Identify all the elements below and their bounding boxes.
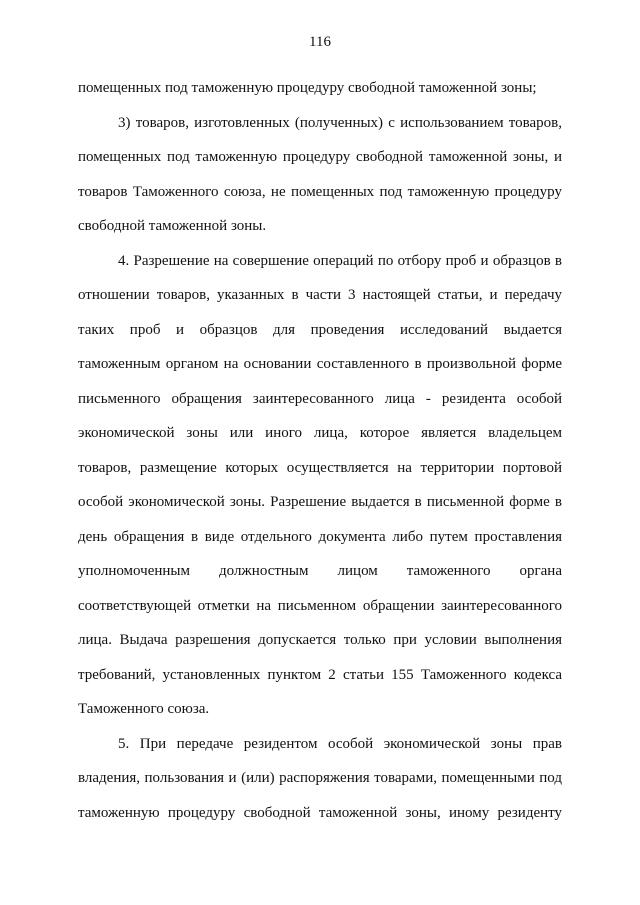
- text-line: письменного обращения заинтересованного лица - резидента особой: [78, 390, 562, 407]
- text-line: 3) товаров, изготовленных (полученных) с использованием товаров,: [118, 114, 562, 131]
- text-line: экономической зоны или иного лица, которое является владельцем: [78, 425, 562, 441]
- text-line: помещенных под таможенную процедуру свободной таможенной зоны;: [78, 80, 537, 96]
- page-number: 116: [309, 34, 331, 50]
- text-line: Таможенного союза.: [78, 701, 210, 717]
- text-line: таможенную процедуру свободной таможенной зоны, иному резиденту: [78, 804, 562, 821]
- text-line: лица. Выдача разрешения допускается только при условии выполнения: [78, 632, 562, 648]
- text-line: 4. Разрешение на совершение операций по отбору проб и образцов в: [118, 252, 562, 269]
- text-line: свободной таможенной зоны.: [78, 218, 267, 234]
- text-line: таможенным органом на основании составленного в произвольной форме: [78, 356, 562, 372]
- text-line: день обращения в виде отдельного документа либо путем проставления: [78, 528, 562, 545]
- text-line: соответствующей отметки на письменном обращении заинтересованного: [78, 597, 562, 614]
- text-line: таких проб и образцов для проведения исследований выдается: [78, 321, 562, 338]
- body-text: [78, 71, 562, 830]
- text-line: уполномоченным должностным лицом таможенного органа: [78, 563, 562, 579]
- text-line: особой экономической зоны. Разрешение выдается в письменной форме в: [78, 494, 562, 510]
- text-line: владения, пользования и (или) распоряжения товарами, помещенными под: [78, 770, 562, 786]
- text-line: 5. При передаче резидентом особой экономической зоны прав: [118, 735, 562, 752]
- text-line: товаров, размещение которых осуществляется на территории портовой: [78, 459, 562, 476]
- text-line: требований, установленных пунктом 2 статьи 155 Таможенного кодекса: [78, 666, 562, 683]
- text-line: помещенных под таможенную процедуру свободной таможенной зоны, и: [78, 149, 562, 165]
- text-line: товаров Таможенного союза, не помещенных под таможенную процедуру: [78, 183, 562, 200]
- text-line: отношении товаров, указанных в части 3 настоящей статьи, и передачу: [78, 287, 562, 303]
